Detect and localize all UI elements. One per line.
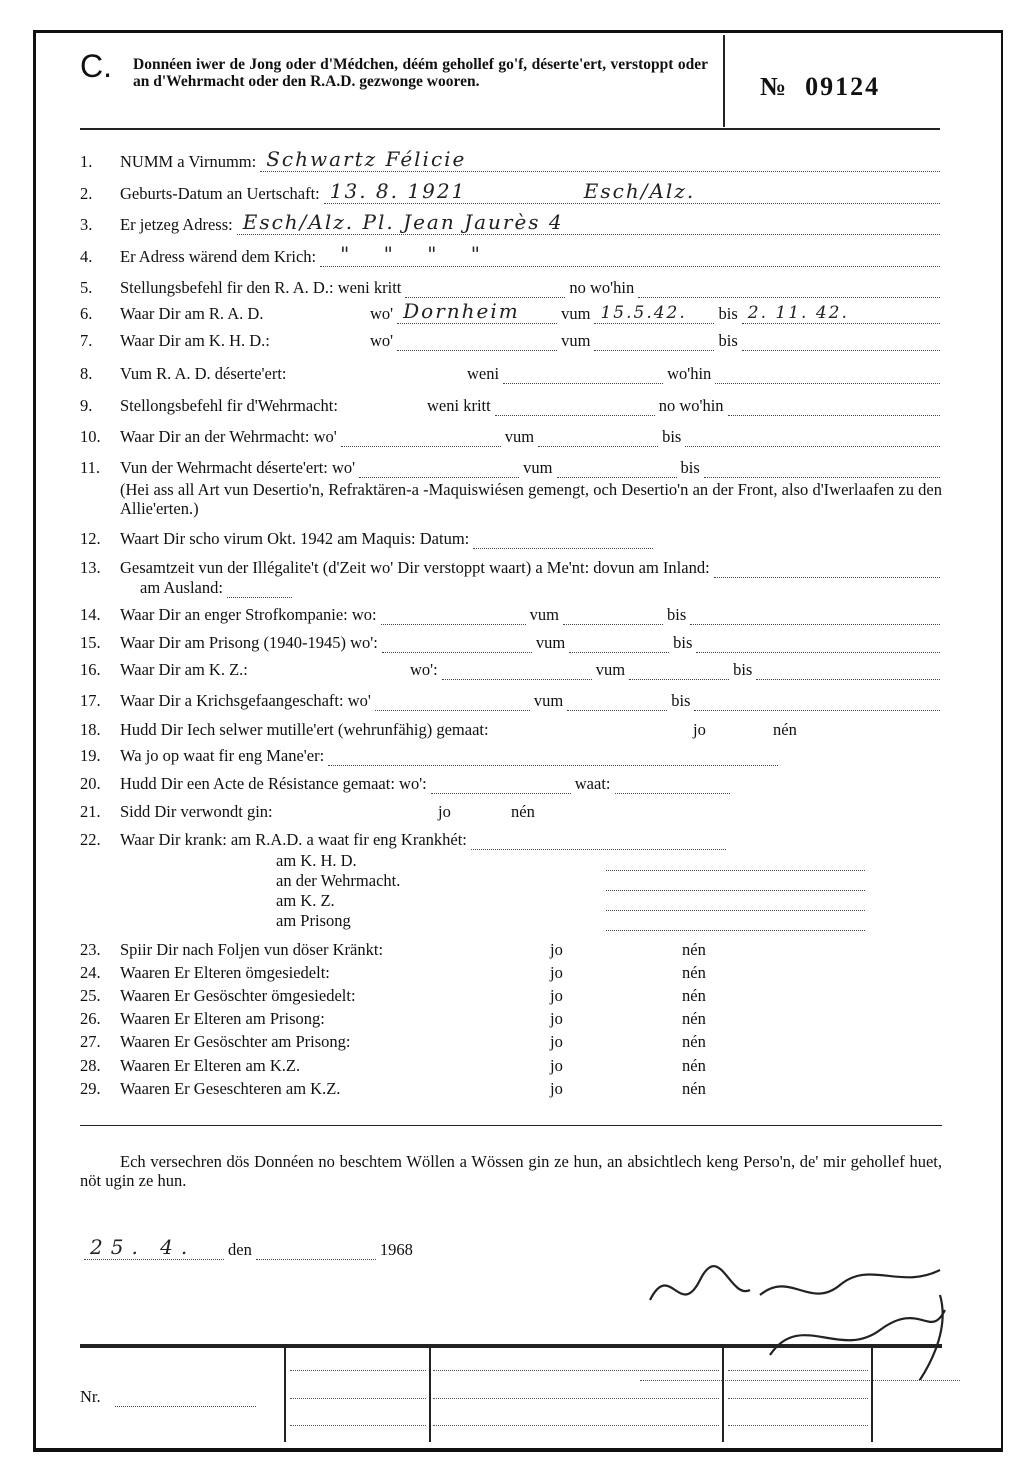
field-row-29: 29. Waaren Er Geseschteren am K.Z. jo nén (80, 1079, 706, 1098)
wehrmacht-until[interactable] (685, 428, 940, 447)
table-divider (871, 1348, 873, 1442)
field-row-11: 11. Vun der Wehrmacht déserte'ert: wo' vum bis (80, 456, 944, 478)
pow-where[interactable] (375, 692, 530, 711)
rad-order-date[interactable] (405, 279, 565, 298)
desert-from[interactable] (557, 459, 677, 478)
yes-option[interactable]: jo (550, 940, 563, 959)
prison-until[interactable] (696, 634, 940, 653)
field-row-22b: am K. H. D. (276, 849, 869, 871)
no-option[interactable]: nén (682, 1032, 706, 1051)
date-day-field[interactable]: 25. 4. (84, 1241, 224, 1260)
field-row-13: 13. Gesamtzeit vun der Illégalite't (d'Zeit wo' Dir verstoppt waart) a Me'nt: dovun am Inland: (80, 556, 944, 578)
declaration: Ech versechren dös Donnéen no beschtem Wöllen a Wössen gin ze hun, an absichtlech keng Perso'n, de' mir gehollef huet, nöt ugin ze hun. (80, 1152, 942, 1190)
wehrmacht-order-date[interactable] (495, 397, 655, 416)
no-option[interactable]: nén (682, 963, 706, 982)
header-divider (723, 35, 725, 127)
yes-option[interactable]: jo (550, 1009, 563, 1028)
prison-where[interactable] (382, 634, 532, 653)
abroad-months[interactable] (227, 579, 292, 598)
field-row-22: 22. Waar Dir krank: am R.A.D. a waat fir eng Krankhét: (80, 828, 944, 850)
wehrmacht-where[interactable] (341, 428, 501, 447)
office-field[interactable] (290, 1370, 426, 1371)
rad-desert-where[interactable] (715, 365, 940, 384)
wehrmacht-from[interactable] (538, 428, 658, 447)
strof-where[interactable] (381, 606, 526, 625)
field-row-10: 10. Waar Dir an der Wehrmacht: wo' vum bis (80, 425, 944, 447)
field-row-12: 12. Waart Dir scho virum Okt. 1942 am Maquis: Datum: (80, 527, 944, 549)
header-rule (80, 128, 940, 130)
field-row-15: 15. Waar Dir am Prisong (1940-1945) wo': vum bis (80, 631, 944, 653)
field-row-2: 2. Geburts-Datum an Uertschaft: 13. 8. 1921 Esch/Alz. (80, 182, 944, 204)
field-row-4: 4. Er Adress wärend dem Krich: " " " " (80, 245, 944, 267)
no-option[interactable]: nén (682, 1009, 706, 1028)
no-option[interactable]: nén (682, 1079, 706, 1098)
yes-option[interactable]: jo (550, 1032, 563, 1051)
office-field[interactable] (290, 1398, 426, 1399)
name-field[interactable]: Schwartz Félicie (260, 153, 940, 172)
mutilate-no[interactable]: nén (773, 720, 797, 739)
field-row-27: 27. Waaren Er Gesöschter am Prisong: jo nén (80, 1032, 706, 1051)
section-letter: C. (80, 48, 112, 84)
birth-field[interactable]: 13. 8. 1921 Esch/Alz. (324, 185, 940, 204)
signature-scribble (640, 1250, 960, 1380)
table-divider (284, 1348, 286, 1442)
wehrmacht-order-where[interactable] (728, 397, 940, 416)
field-row-1: 1. NUMM a Virnumm: Schwartz Félicie (80, 150, 944, 172)
rad-desert-date[interactable] (503, 365, 663, 384)
field-row-9: 9. Stellongsbefehl fir d'Wehrmacht: weni kritt no wo'hin (80, 394, 944, 416)
field-row-5: 5. Stellungsbefehl fir den R. A. D.: weni kritt no wo'hin (80, 276, 944, 298)
office-field[interactable] (433, 1398, 719, 1399)
office-field[interactable] (728, 1425, 868, 1426)
yes-option[interactable]: jo (550, 963, 563, 982)
field-row-8: 8. Vum R. A. D. déserte'ert: weni wo'hin (80, 362, 944, 384)
no-option[interactable]: nén (682, 940, 706, 959)
field-row-24: 24. Waaren Er Elteren ömgesiedelt: jo nén (80, 963, 706, 982)
office-field[interactable] (433, 1425, 719, 1426)
footer-rule (80, 1125, 942, 1126)
field-row-26: 26. Waaren Er Elteren am Prisong: jo nén (80, 1009, 706, 1028)
war-address-field[interactable]: " " " " (320, 248, 940, 267)
office-field[interactable] (433, 1370, 719, 1371)
field-row-28: 28. Waaren Er Elteren am K.Z. jo nén (80, 1056, 706, 1075)
field-row-20: 20. Hudd Dir een Acte de Résistance gemaat: wo': waat: (80, 772, 944, 794)
rad-order-where[interactable] (638, 279, 940, 298)
address-field[interactable]: Esch/Alz. Pl. Jean Jaurès 4 (237, 216, 940, 235)
no-option[interactable]: nén (682, 986, 706, 1005)
kz-from[interactable] (629, 661, 729, 680)
table-divider (429, 1348, 431, 1442)
field-row-25: 25. Waaren Er Gesöschter ömgesiedelt: jo nén (80, 986, 706, 1005)
table-top-rule (80, 1344, 942, 1348)
field-row-22e: am Prisong (276, 909, 869, 931)
manner-field[interactable] (328, 747, 778, 766)
yes-option[interactable]: jo (550, 1079, 563, 1098)
yes-option[interactable]: jo (550, 986, 563, 1005)
nr-field[interactable] (115, 1388, 256, 1407)
rad-where[interactable]: Dornheim (397, 305, 557, 324)
field-row-21: 21. Sidd Dir verwondt gin: jo nén (80, 802, 535, 821)
field-row-19: 19. Wa jo op waat fir eng Mane'er: (80, 744, 944, 766)
office-field[interactable] (728, 1398, 868, 1399)
resistance-what[interactable] (615, 775, 730, 794)
desert-where[interactable] (359, 459, 519, 478)
form-title: Donnéen iwer de Jong oder d'Médchen, déém gehollef go'f, déserte'ert, verstoppt oder an d'Wehrmacht oder den R.A.D. gezwonge wooren. (133, 56, 708, 90)
maquis-date[interactable] (473, 530, 653, 549)
field-row-7: 7. Waar Dir am K. H. D.: wo' vum bis (80, 329, 944, 351)
field-row-13b: am Ausland: (140, 576, 944, 598)
office-field[interactable] (290, 1425, 426, 1426)
rad-until[interactable]: 2. 11. 42. (742, 305, 940, 324)
field-row-6: 6. Waar Dir am R. A. D. wo' Dornheim vum 15.5.42. bis 2. 11. 42. (80, 302, 944, 324)
field-row-14: 14. Waar Dir an enger Strofkompanie: wo: vum bis (80, 603, 944, 625)
desertion-note: (Hei ass all Art vun Desertio'n, Refraktären-a -Maquiswiésen gemengt, och Desertio'n an der Front, also d'Iwerlaafen zu den Allie'erten.) (120, 480, 942, 518)
signature (640, 1250, 960, 1381)
wounded-yes[interactable]: jo (438, 802, 451, 821)
pow-until[interactable] (694, 692, 940, 711)
form-number: № 09124 (760, 72, 881, 101)
mutilate-yes[interactable]: jo (693, 720, 706, 739)
no-option[interactable]: nén (682, 1056, 706, 1075)
field-row-22d: am K. Z. (276, 889, 869, 911)
khd-until[interactable] (742, 332, 940, 351)
pow-from[interactable] (567, 692, 667, 711)
yes-option[interactable]: jo (550, 1056, 563, 1075)
khd-from[interactable] (594, 332, 714, 351)
table-divider (722, 1348, 724, 1442)
sick-prison[interactable] (606, 912, 865, 931)
field-row-16: 16. Waar Dir am K. Z.: wo': vum bis (80, 658, 944, 680)
field-row-3: 3. Er jetzeg Adress: Esch/Alz. Pl. Jean Jaurès 4 (80, 213, 944, 235)
desert-until[interactable] (704, 459, 940, 478)
field-row-22c: an der Wehrmacht. (276, 869, 869, 891)
prison-from[interactable] (569, 634, 669, 653)
rad-from[interactable]: 15.5.42. (594, 305, 714, 324)
nr-row: Nr. (80, 1385, 260, 1407)
date-month-field[interactable] (256, 1241, 376, 1260)
wounded-no[interactable]: nén (511, 802, 535, 821)
date-row: 25. 4. den 1968 (80, 1238, 944, 1260)
field-row-17: 17. Waar Dir a Krichsgefaangeschaft: wo' vum bis (80, 689, 944, 711)
field-row-18: 18. Hudd Dir Iech selwer mutille'ert (wehrunfähig) gemaat: jo nén (80, 720, 797, 739)
office-field[interactable] (728, 1370, 868, 1371)
strof-from[interactable] (563, 606, 663, 625)
sick-rad[interactable] (471, 831, 726, 850)
kz-where[interactable] (442, 661, 592, 680)
resistance-where[interactable] (431, 775, 571, 794)
field-row-23: 23. Spiir Dir nach Foljen vun döser Kränkt: jo nén (80, 940, 706, 959)
kz-until[interactable] (756, 661, 940, 680)
khd-where[interactable] (397, 332, 557, 351)
strof-until[interactable] (690, 606, 940, 625)
